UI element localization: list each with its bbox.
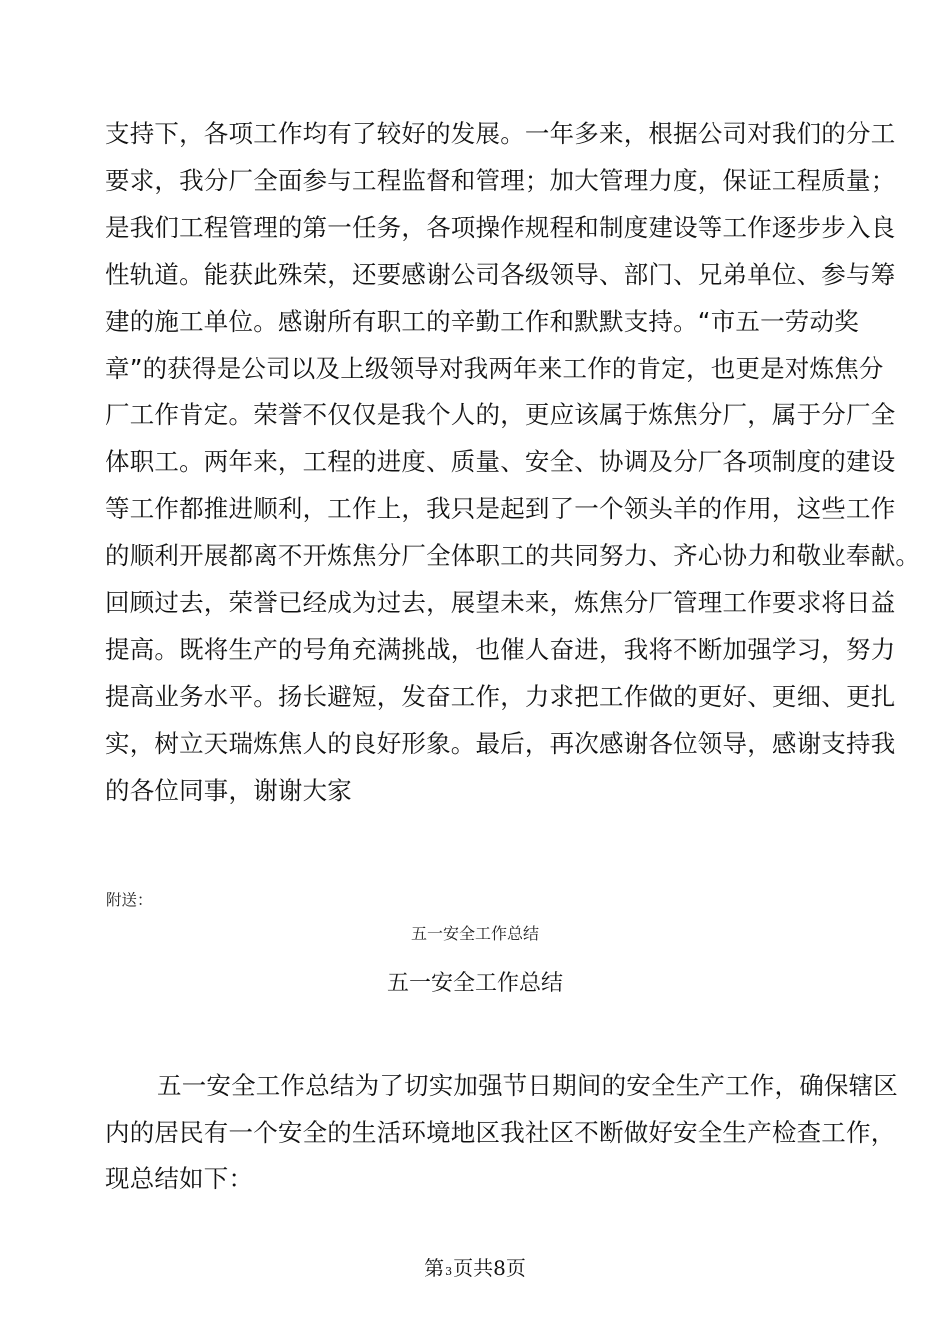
body-line: 章”的获得是公司以及上级领导对我两年来工作的肯定，也更是对炼焦分 xyxy=(105,353,884,383)
footer-prefix: 第 xyxy=(424,1256,445,1280)
body-line: 提高业务水平。扬长避短，发奋工作，力求把工作做的更好、更细、更扎 xyxy=(105,681,896,711)
summary-paragraph xyxy=(105,1063,898,1203)
attachment-label: 附送： xyxy=(106,891,153,909)
footer-suffix: 页 xyxy=(505,1256,526,1280)
body-line: 回顾过去，荣誉已经成为过去，展望未来，炼焦分厂管理工作要求将日益 xyxy=(105,588,896,618)
body-line: 是我们工程管理的第一任务，各项操作规程和制度建设等工作逐步步入良 xyxy=(105,212,896,242)
body-line: 提高。既将生产的号角充满挑战，也催人奋进，我将不断加强学习，努力 xyxy=(105,634,896,664)
current-page-number: 3 xyxy=(445,1265,453,1278)
body-line: 建的施工单位。感谢所有职工的辛勤工作和默默支持。“市五一劳动奖 xyxy=(105,306,859,336)
body-line: 的顺利开展都离不开炼焦分厂全体职工的共同努力、齐心协力和敬业奉献。 xyxy=(105,541,921,571)
attachment-title: 五一安全工作总结 xyxy=(386,971,563,996)
summary-line: 五一安全工作总结为了切实加强节日期间的安全生产工作，确保辖区 xyxy=(157,1071,898,1100)
body-line: 支持下，各项工作均有了较好的发展。一年多来，根据公司对我们的分工 xyxy=(105,119,896,148)
body-line: 的各位同事，谢谢大家 xyxy=(105,775,352,805)
total-pages-number: 8 xyxy=(493,1256,506,1280)
body-line: 实，树立天瑞炼焦人的良好形象。最后，再次感谢各位领导，感谢支持我 xyxy=(105,728,896,758)
summary-line: 现总结如下： xyxy=(105,1164,254,1193)
page-number-footer xyxy=(0,1254,950,1286)
body-paragraph xyxy=(105,111,921,815)
footer-middle: 页共 xyxy=(453,1256,494,1280)
summary-line: 内的居民有一个安全的生活环境地区我社区不断做好安全生产检查工作， xyxy=(105,1117,896,1147)
body-line: 厂工作肯定。荣誉不仅仅是我个人的，更应该属于炼焦分厂，属于分厂全 xyxy=(105,400,896,430)
attachment-small-title: 五一安全工作总结 xyxy=(410,924,539,943)
body-line: 体职工。两年来，工程的进度、质量、安全、协调及分厂各项制度的建设 xyxy=(105,447,896,477)
body-line: 性轨道。能获此殊荣，还要感谢公司各级领导、部门、兄弟单位、参与筹 xyxy=(105,259,896,289)
body-line: 等工作都推进顺利，工作上，我只是起到了一个领头羊的作用，这些工作 xyxy=(105,494,896,524)
body-line: 要求，我分厂全面参与工程监督和管理；加大管理力度，保证工程质量； xyxy=(105,165,896,195)
